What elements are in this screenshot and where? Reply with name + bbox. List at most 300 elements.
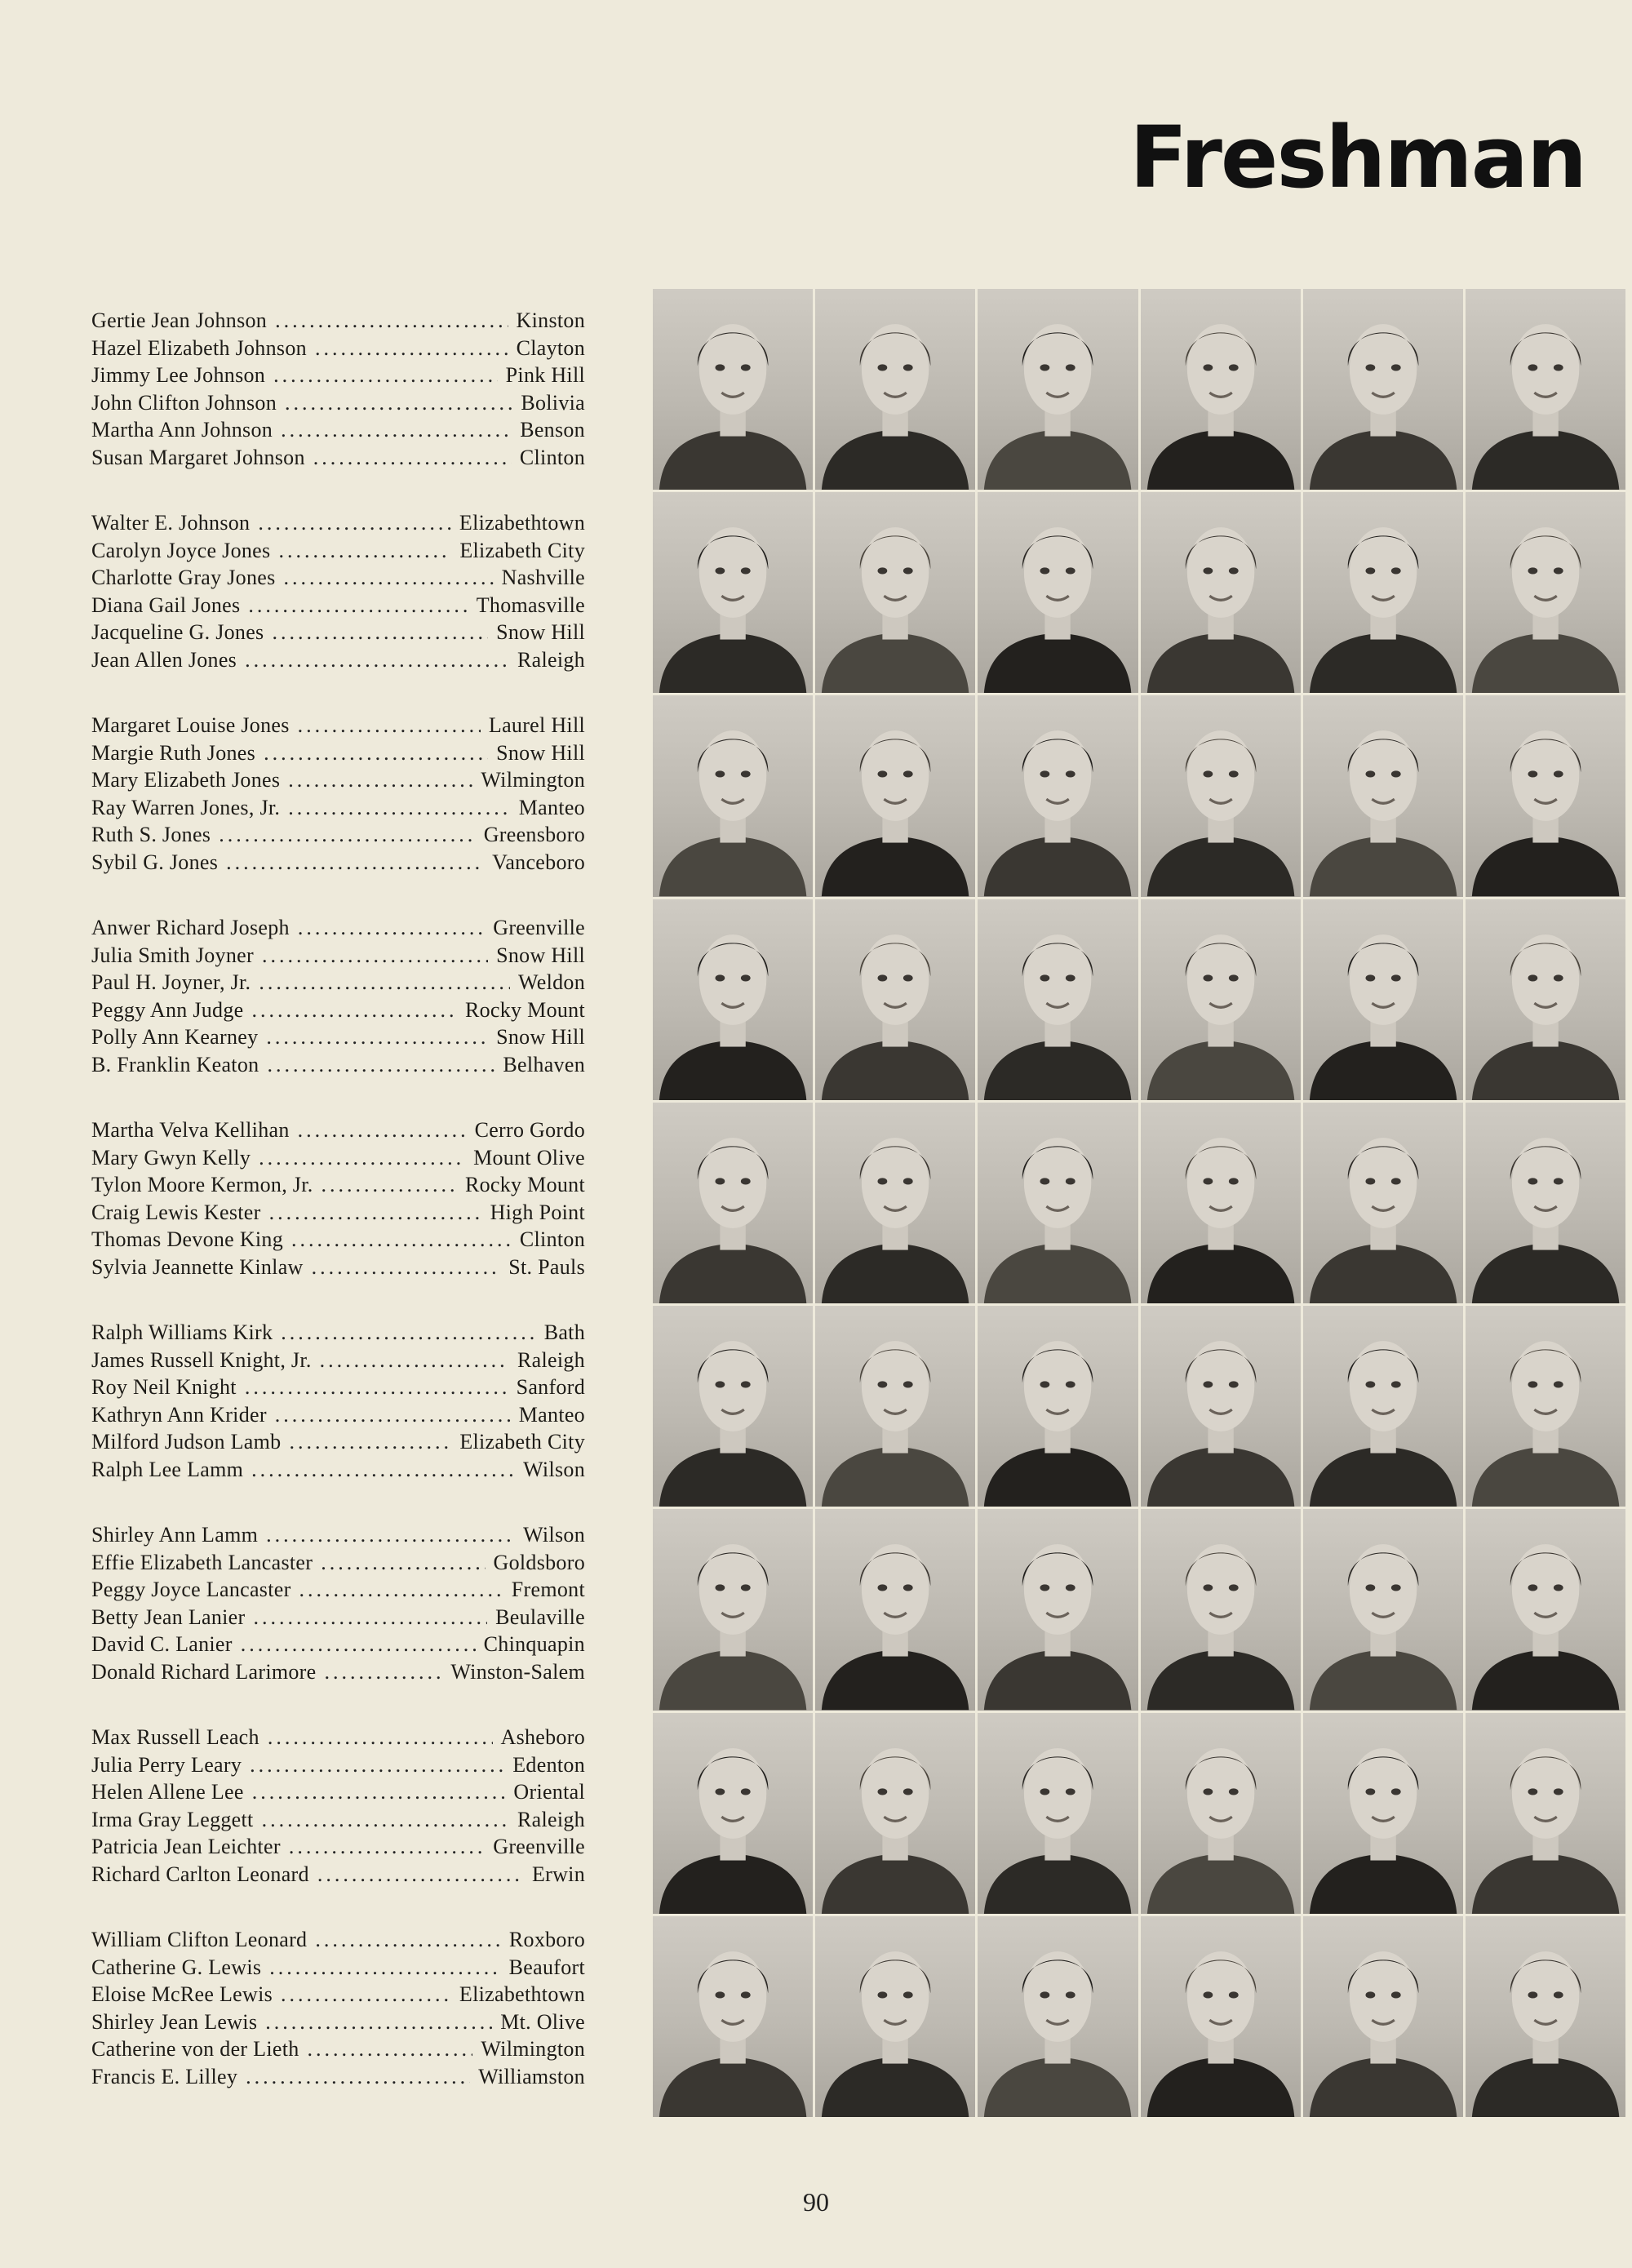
dot-leader bbox=[267, 1051, 494, 1079]
name-entry bbox=[91, 739, 585, 767]
dot-leader bbox=[281, 416, 512, 444]
name-entry bbox=[91, 592, 585, 619]
name-entry bbox=[91, 509, 585, 537]
hometown: Manteo bbox=[518, 1402, 585, 1427]
student-name: Roy Neil Knight bbox=[91, 1375, 237, 1400]
portrait-silhouette bbox=[815, 1103, 975, 1303]
hometown: Sanford bbox=[516, 1375, 585, 1400]
name-entry bbox=[91, 2063, 585, 2091]
portrait-silhouette bbox=[1303, 289, 1463, 490]
portrait-silhouette bbox=[1141, 1713, 1301, 1914]
portrait-silhouette bbox=[653, 1916, 813, 2117]
name-list bbox=[91, 307, 585, 2128]
portrait-silhouette bbox=[653, 1306, 813, 1507]
student-portrait bbox=[978, 695, 1138, 896]
portrait-silhouette bbox=[978, 1103, 1138, 1303]
hometown: Wilmington bbox=[481, 2037, 585, 2062]
dot-leader bbox=[264, 739, 488, 767]
name-entry bbox=[91, 1116, 585, 1144]
hometown: Pink Hill bbox=[505, 363, 585, 388]
hometown: Vanceboro bbox=[492, 850, 585, 874]
student-name: Tylon Moore Kermon, Jr. bbox=[91, 1173, 313, 1197]
portrait-silhouette bbox=[978, 1306, 1138, 1507]
student-portrait bbox=[1141, 289, 1301, 490]
student-portrait bbox=[1466, 1103, 1625, 1303]
portrait-silhouette bbox=[815, 1306, 975, 1507]
student-portrait bbox=[1141, 1916, 1301, 2117]
hometown: Edenton bbox=[512, 1752, 585, 1777]
student-portrait bbox=[978, 1713, 1138, 1914]
portrait-grid bbox=[653, 289, 1625, 2117]
student-portrait bbox=[815, 695, 975, 896]
name-entry bbox=[91, 1631, 585, 1658]
dot-leader bbox=[262, 942, 488, 970]
student-name: Peggy Joyce Lancaster bbox=[91, 1578, 291, 1602]
dot-leader bbox=[275, 307, 508, 335]
student-name: Effie Elizabeth Lancaster bbox=[91, 1550, 313, 1574]
student-name: Carolyn Joyce Jones bbox=[91, 538, 271, 562]
student-name: Richard Carlton Leonard bbox=[91, 1862, 309, 1886]
dot-leader bbox=[248, 592, 468, 619]
student-name: Eloise McRee Lewis bbox=[91, 1982, 273, 2007]
name-group bbox=[91, 307, 585, 509]
portrait-silhouette bbox=[1466, 695, 1625, 896]
portrait-silhouette bbox=[653, 899, 813, 1100]
portrait-silhouette bbox=[1141, 1103, 1301, 1303]
hometown: Oriental bbox=[513, 1780, 585, 1804]
name-entry bbox=[91, 996, 585, 1024]
name-entry bbox=[91, 1926, 585, 1954]
portrait-silhouette bbox=[815, 492, 975, 693]
name-entry bbox=[91, 942, 585, 970]
student-portrait bbox=[1141, 1306, 1301, 1507]
dot-leader bbox=[246, 2063, 470, 2091]
student-name: Jimmy Lee Johnson bbox=[91, 363, 266, 388]
dot-leader bbox=[281, 1981, 451, 2008]
dot-leader bbox=[275, 1401, 511, 1429]
portrait-silhouette bbox=[1466, 492, 1625, 693]
student-name: Ray Warren Jones, Jr. bbox=[91, 795, 281, 819]
student-portrait bbox=[1141, 1103, 1301, 1303]
student-name: John Clifton Johnson bbox=[91, 390, 277, 415]
hometown: Winston-Salem bbox=[450, 1659, 585, 1684]
student-name: Sybil G. Jones bbox=[91, 850, 219, 874]
student-name: Charlotte Gray Jones bbox=[91, 566, 276, 590]
student-portrait bbox=[1466, 695, 1625, 896]
dot-leader bbox=[308, 2035, 473, 2063]
student-portrait bbox=[1141, 899, 1301, 1100]
name-entry bbox=[91, 794, 585, 822]
student-portrait bbox=[815, 289, 975, 490]
portrait-silhouette bbox=[1141, 289, 1301, 490]
portrait-silhouette bbox=[978, 899, 1138, 1100]
student-name: Betty Jean Lanier bbox=[91, 1604, 246, 1629]
student-portrait bbox=[815, 1713, 975, 1914]
dot-leader bbox=[315, 335, 508, 362]
student-name: Donald Richard Larimore bbox=[91, 1659, 317, 1684]
portrait-silhouette bbox=[978, 695, 1138, 896]
hometown: Bath bbox=[543, 1320, 585, 1344]
student-name: Paul H. Joyner, Jr. bbox=[91, 970, 251, 995]
student-name: Martha Velva Kellihan bbox=[91, 1118, 290, 1142]
dot-leader bbox=[259, 969, 510, 996]
hometown: St. Pauls bbox=[508, 1254, 585, 1279]
student-name: Julia Smith Joyner bbox=[91, 943, 254, 967]
portrait-silhouette bbox=[1141, 1509, 1301, 1710]
student-name: Hazel Elizabeth Johnson bbox=[91, 335, 307, 360]
name-entry bbox=[91, 389, 585, 417]
dot-leader bbox=[288, 766, 472, 794]
dot-leader bbox=[320, 1347, 509, 1374]
hometown: Wilson bbox=[523, 1457, 585, 1481]
name-entry bbox=[91, 766, 585, 794]
student-name: Gertie Jean Johnson bbox=[91, 308, 268, 332]
student-name: David C. Lanier bbox=[91, 1632, 233, 1657]
student-portrait bbox=[653, 289, 813, 490]
name-group bbox=[91, 1724, 585, 1926]
dot-leader bbox=[278, 537, 451, 565]
dot-leader bbox=[321, 1549, 485, 1577]
dot-leader bbox=[250, 1751, 504, 1779]
student-name: Craig Lewis Kester bbox=[91, 1200, 261, 1224]
student-name: Jean Allen Jones bbox=[91, 647, 237, 672]
portrait-silhouette bbox=[815, 1916, 975, 2117]
hometown: Beaufort bbox=[508, 1955, 585, 1979]
hometown: Mt. Olive bbox=[500, 2009, 585, 2034]
dot-leader bbox=[298, 914, 485, 942]
portrait-silhouette bbox=[653, 492, 813, 693]
name-entry bbox=[91, 1833, 585, 1861]
student-portrait bbox=[1141, 1713, 1301, 1914]
hometown: Raleigh bbox=[517, 1347, 585, 1372]
portrait-silhouette bbox=[653, 289, 813, 490]
hometown: Roxboro bbox=[508, 1928, 585, 1951]
dot-leader bbox=[252, 1778, 506, 1806]
dot-leader bbox=[262, 1806, 509, 1834]
name-entry bbox=[91, 1576, 585, 1604]
portrait-silhouette bbox=[1466, 899, 1625, 1100]
dot-leader bbox=[219, 821, 476, 849]
hometown: Snow Hill bbox=[496, 943, 585, 967]
student-portrait bbox=[1303, 289, 1463, 490]
portrait-silhouette bbox=[1303, 1103, 1463, 1303]
hometown: Snow Hill bbox=[496, 740, 585, 765]
student-portrait bbox=[1303, 1306, 1463, 1507]
hometown: Bolivia bbox=[521, 390, 585, 415]
name-group bbox=[91, 1116, 585, 1319]
portrait-silhouette bbox=[1141, 1306, 1301, 1507]
dot-leader bbox=[269, 1199, 482, 1227]
portrait-silhouette bbox=[815, 899, 975, 1100]
portrait-silhouette bbox=[1303, 1713, 1463, 1914]
student-name: Kathryn Ann Krider bbox=[91, 1402, 267, 1427]
student-portrait bbox=[978, 492, 1138, 693]
name-entry bbox=[91, 969, 585, 996]
hometown: Cerro Gordo bbox=[474, 1118, 585, 1142]
student-portrait bbox=[978, 1103, 1138, 1303]
hometown: Clinton bbox=[519, 1227, 585, 1252]
student-name: Ralph Williams Kirk bbox=[91, 1320, 273, 1344]
name-entry bbox=[91, 1861, 585, 1889]
student-portrait bbox=[1466, 492, 1625, 693]
portrait-silhouette bbox=[815, 289, 975, 490]
student-portrait bbox=[1303, 1103, 1463, 1303]
dot-leader bbox=[299, 1576, 503, 1604]
name-entry bbox=[91, 1604, 585, 1631]
hometown: Greensboro bbox=[483, 823, 585, 847]
student-name: Diana Gail Jones bbox=[91, 593, 241, 617]
student-name: Peggy Ann Judge bbox=[91, 997, 244, 1022]
name-entry bbox=[91, 1724, 585, 1751]
hometown: Kinston bbox=[516, 308, 585, 332]
dot-leader bbox=[258, 509, 451, 537]
hometown: Mount Olive bbox=[473, 1145, 585, 1170]
dot-leader bbox=[298, 712, 481, 739]
student-portrait bbox=[1466, 1713, 1625, 1914]
name-entry bbox=[91, 1456, 585, 1484]
name-group bbox=[91, 1521, 585, 1724]
dot-leader bbox=[281, 1319, 535, 1347]
hometown: Elizabeth City bbox=[459, 538, 585, 562]
hometown: Rocky Mount bbox=[464, 1173, 585, 1197]
hometown: Clinton bbox=[519, 445, 585, 469]
dot-leader bbox=[266, 1521, 515, 1549]
name-entry bbox=[91, 1347, 585, 1374]
portrait-silhouette bbox=[1141, 899, 1301, 1100]
name-entry bbox=[91, 1199, 585, 1227]
student-portrait bbox=[1141, 695, 1301, 896]
hometown: Elizabeth City bbox=[459, 1430, 585, 1454]
student-name: Shirley Ann Lamm bbox=[91, 1523, 259, 1547]
hometown: Greenville bbox=[493, 916, 585, 939]
student-portrait bbox=[1303, 492, 1463, 693]
portrait-silhouette bbox=[1141, 492, 1301, 693]
name-entry bbox=[91, 619, 585, 646]
portrait-silhouette bbox=[978, 1509, 1138, 1710]
name-entry bbox=[91, 1401, 585, 1429]
student-name: Jacqueline G. Jones bbox=[91, 620, 264, 645]
student-name: Margie Ruth Jones bbox=[91, 740, 256, 765]
student-portrait bbox=[815, 899, 975, 1100]
name-entry bbox=[91, 1751, 585, 1779]
student-portrait bbox=[1466, 1306, 1625, 1507]
hometown: Elizabethtown bbox=[459, 511, 585, 535]
student-name: Helen Allene Lee bbox=[91, 1780, 244, 1804]
hometown: Thomasville bbox=[476, 593, 585, 617]
student-portrait bbox=[978, 289, 1138, 490]
hometown: Beulaville bbox=[495, 1604, 585, 1629]
name-group bbox=[91, 509, 585, 712]
name-entry bbox=[91, 444, 585, 472]
student-name: Polly Ann Kearney bbox=[91, 1025, 259, 1050]
name-entry bbox=[91, 307, 585, 335]
name-entry bbox=[91, 821, 585, 849]
dot-leader bbox=[298, 1116, 467, 1144]
name-entry bbox=[91, 416, 585, 444]
student-name: Irma Gray Leggett bbox=[91, 1807, 254, 1831]
hometown: Goldsboro bbox=[493, 1550, 585, 1574]
name-entry bbox=[91, 1023, 585, 1051]
portrait-silhouette bbox=[653, 695, 813, 896]
dot-leader bbox=[265, 2008, 492, 2036]
student-portrait bbox=[1466, 289, 1625, 490]
name-entry bbox=[91, 1981, 585, 2008]
student-portrait bbox=[1141, 1509, 1301, 1710]
student-name: Shirley Jean Lewis bbox=[91, 2009, 258, 2034]
hometown: Belhaven bbox=[503, 1052, 585, 1076]
dot-leader bbox=[253, 1604, 487, 1631]
name-entry bbox=[91, 1658, 585, 1686]
name-entry bbox=[91, 1806, 585, 1834]
student-portrait bbox=[815, 492, 975, 693]
student-portrait bbox=[978, 1306, 1138, 1507]
student-name: Martha Ann Johnson bbox=[91, 418, 273, 442]
dot-leader bbox=[315, 1926, 501, 1954]
dot-leader bbox=[285, 389, 512, 417]
student-name: Max Russell Leach bbox=[91, 1725, 259, 1749]
name-entry bbox=[91, 1319, 585, 1347]
student-portrait bbox=[815, 1509, 975, 1710]
student-portrait bbox=[653, 899, 813, 1100]
name-group bbox=[91, 1926, 585, 2128]
name-entry bbox=[91, 362, 585, 389]
student-portrait bbox=[653, 695, 813, 896]
dot-leader bbox=[259, 1144, 465, 1172]
dot-leader bbox=[289, 1428, 451, 1456]
name-entry bbox=[91, 646, 585, 674]
student-portrait bbox=[1303, 1509, 1463, 1710]
student-name: Sylvia Jeannette Kinlaw bbox=[91, 1254, 304, 1279]
dot-leader bbox=[273, 362, 498, 389]
hometown: Elizabethtown bbox=[459, 1982, 585, 2007]
portrait-silhouette bbox=[1303, 492, 1463, 693]
hometown: Erwin bbox=[531, 1862, 585, 1886]
name-entry bbox=[91, 1254, 585, 1281]
student-portrait bbox=[1303, 695, 1463, 896]
student-portrait bbox=[1466, 1509, 1625, 1710]
hometown: Nashville bbox=[501, 566, 585, 590]
page-number: 90 bbox=[803, 2187, 829, 2217]
name-entry bbox=[91, 1171, 585, 1199]
dot-leader bbox=[291, 1226, 512, 1254]
dot-leader bbox=[266, 1023, 488, 1051]
student-name: Margaret Louise Jones bbox=[91, 713, 290, 737]
hometown: Rocky Mount bbox=[464, 997, 585, 1022]
student-portrait bbox=[1303, 1713, 1463, 1914]
dot-leader bbox=[289, 1833, 485, 1861]
name-entry bbox=[91, 1226, 585, 1254]
hometown: Chinquapin bbox=[483, 1632, 585, 1657]
portrait-silhouette bbox=[653, 1103, 813, 1303]
student-portrait bbox=[1303, 1916, 1463, 2117]
dot-leader bbox=[317, 1861, 524, 1889]
student-portrait bbox=[653, 492, 813, 693]
name-entry bbox=[91, 1954, 585, 1982]
name-entry bbox=[91, 712, 585, 739]
student-portrait bbox=[978, 899, 1138, 1100]
student-name: Thomas Devone King bbox=[91, 1227, 284, 1252]
student-name: B. Franklin Keaton bbox=[91, 1052, 259, 1076]
portrait-silhouette bbox=[1303, 1509, 1463, 1710]
hometown: Snow Hill bbox=[496, 1025, 585, 1050]
student-portrait bbox=[815, 1916, 975, 2117]
name-entry bbox=[91, 1428, 585, 1456]
portrait-silhouette bbox=[1466, 1713, 1625, 1914]
hometown: High Point bbox=[490, 1200, 585, 1224]
student-name: Francis E. Lilley bbox=[91, 2064, 238, 2088]
portrait-silhouette bbox=[815, 695, 975, 896]
student-name: Mary Elizabeth Jones bbox=[91, 768, 281, 792]
dot-leader bbox=[269, 1954, 500, 1982]
hometown: Raleigh bbox=[517, 647, 585, 672]
hometown: Williamston bbox=[478, 2064, 585, 2088]
student-name: Susan Margaret Johnson bbox=[91, 445, 305, 469]
name-group bbox=[91, 914, 585, 1116]
portrait-silhouette bbox=[1141, 695, 1301, 896]
student-portrait bbox=[653, 1713, 813, 1914]
portrait-silhouette bbox=[978, 289, 1138, 490]
student-name: Ruth S. Jones bbox=[91, 823, 211, 847]
dot-leader bbox=[322, 1171, 457, 1199]
student-portrait bbox=[653, 1306, 813, 1507]
student-portrait bbox=[978, 1509, 1138, 1710]
student-name: Julia Perry Leary bbox=[91, 1752, 242, 1777]
name-entry bbox=[91, 335, 585, 362]
portrait-silhouette bbox=[1303, 1306, 1463, 1507]
student-portrait bbox=[1141, 492, 1301, 693]
dot-leader bbox=[324, 1658, 442, 1686]
student-name: Milford Judson Lamb bbox=[91, 1430, 282, 1454]
student-portrait bbox=[978, 1916, 1138, 2117]
portrait-silhouette bbox=[978, 1713, 1138, 1914]
portrait-silhouette bbox=[1466, 1509, 1625, 1710]
dot-leader bbox=[312, 1254, 501, 1281]
student-name: William Clifton Leonard bbox=[91, 1928, 308, 1951]
student-name: Catherine G. Lewis bbox=[91, 1955, 262, 1979]
portrait-silhouette bbox=[1303, 899, 1463, 1100]
portrait-silhouette bbox=[1466, 289, 1625, 490]
dot-leader bbox=[268, 1724, 493, 1751]
name-entry bbox=[91, 849, 585, 877]
student-portrait bbox=[1466, 899, 1625, 1100]
portrait-silhouette bbox=[1141, 1916, 1301, 2117]
name-group bbox=[91, 712, 585, 914]
dot-leader bbox=[272, 619, 488, 646]
dot-leader bbox=[245, 646, 509, 674]
name-entry bbox=[91, 1144, 585, 1172]
portrait-silhouette bbox=[653, 1509, 813, 1710]
student-name: Patricia Jean Leichter bbox=[91, 1835, 281, 1859]
student-name: Catherine von der Lieth bbox=[91, 2037, 299, 2062]
name-entry bbox=[91, 2008, 585, 2036]
student-portrait bbox=[1466, 1916, 1625, 2117]
dot-leader bbox=[226, 849, 484, 877]
student-name: James Russell Knight, Jr. bbox=[91, 1347, 312, 1372]
portrait-silhouette bbox=[815, 1713, 975, 1914]
portrait-silhouette bbox=[815, 1509, 975, 1710]
student-name: Mary Gwyn Kelly bbox=[91, 1145, 251, 1170]
student-portrait bbox=[653, 1509, 813, 1710]
page-title: Freshman bbox=[1129, 108, 1585, 207]
hometown: Asheboro bbox=[500, 1725, 585, 1749]
portrait-silhouette bbox=[1303, 695, 1463, 896]
hometown: Clayton bbox=[516, 335, 585, 360]
student-name: Anwer Richard Joseph bbox=[91, 916, 290, 939]
portrait-silhouette bbox=[978, 1916, 1138, 2117]
name-group bbox=[91, 1319, 585, 1521]
name-entry bbox=[91, 537, 585, 565]
student-portrait bbox=[1303, 899, 1463, 1100]
